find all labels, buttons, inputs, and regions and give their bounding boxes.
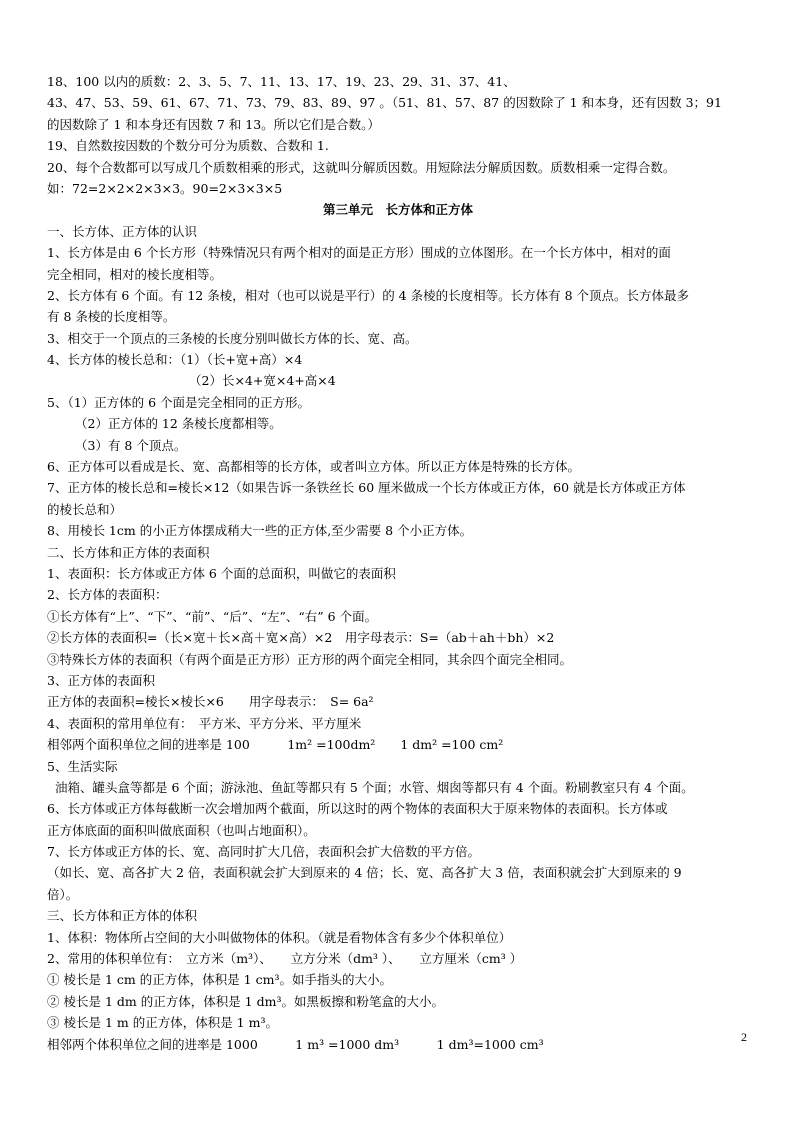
text-line: 油箱、罐头盒等都是 6 个面；游泳池、鱼缸等都只有 5 个面；水管、烟囱等都只有 4 个面。粉刷教室只有 4 个面。 (55, 779, 694, 795)
text-line: 的因数除了 1 和本身还有因数 7 和 13。所以它们是合数。） (47, 116, 380, 132)
text-line: 4、长方体的棱长总和：（1）（长+宽+高）×4 (47, 352, 303, 368)
text-line: （2）长×4+宽×4+高×4 (189, 373, 336, 389)
text-line: ③特殊长方体的表面积（有两个面是正方形）正方形的两个面完全相同，其余四个面完全相同。 (47, 651, 573, 667)
text-line: 4、表面积的常用单位有： 平方米、平方分米、平方厘米 (47, 715, 362, 731)
text-line: 6、正方体可以看成是长、宽、高都相等的长方体，或者叫立方体。所以正方体是特殊的长方体。 (47, 459, 580, 475)
text-line: 的棱长总和） (47, 501, 123, 517)
text-line: 相邻两个体积单位之间的进率是 1000 1 m³ =1000 dm³ 1 dm³=1000 cm³ (47, 1036, 544, 1052)
text-line: 1、长方体是由 6 个长方形（特殊情况只有两个相对的面是正方形）围成的立体图形。在一个长方体中，相对的面 (47, 245, 671, 261)
text-line: 二、长方体和正方体的表面积 (47, 544, 210, 560)
text-line: 2、长方体有 6 个面。有 12 条棱，相对（也可以说是平行）的 4 条棱的长度相等。长方体有 8 个顶点。长方体最多 (47, 287, 690, 303)
text-line: 7、长方体或正方体的长、宽、高同时扩大几倍，表面积会扩大倍数的平方倍。 (47, 844, 480, 860)
text-line: 有 8 条棱的长度相等。 (47, 309, 176, 325)
text-line: （2）正方体的 12 条棱长度都相等。 (75, 416, 282, 432)
text-line: （3）有 8 个顶点。 (75, 437, 187, 453)
text-line: ②长方体的表面积=（长×宽＋长×高＋宽×高）×2 用字母表示：S=（ab＋ah＋bh）×2 (47, 630, 555, 646)
text-line: ①长方体有“上”、“下”、“前”、“后”、“左”、“右” 6 个面。 (47, 608, 378, 624)
text-line: 18、100 以内的质数：2、3、5、7、11、13、17、19、23、29、31、37、41、 (47, 74, 516, 89)
text-line: 1、体积：物体所占空间的大小叫做物体的体积。（就是看物体含有多少个体积单位） (47, 929, 512, 945)
text-line: 正方体的表面积=棱长×棱长×6 用字母表示： S= 6a² (47, 694, 374, 710)
text-line: 相邻两个面积单位之间的进率是 100 1m² =100dm² 1 dm² =100 cm² (47, 737, 504, 753)
text-line: 3、相交于一个顶点的三条棱的长度分别叫做长方体的长、宽、高。 (47, 330, 418, 346)
text-line: 正方体底面的面积叫做底面积（也叫占地面积）。 (47, 822, 316, 838)
text-line: 一、长方体、正方体的认识 (47, 223, 198, 239)
text-line: 19、自然数按因数的个数分可分为质数、合数和 1. (47, 138, 329, 154)
text-line: （如长、宽、高各扩大 2 倍，表面积就会扩大到原来的 4 倍；长、宽、高各扩大 3 倍，表面积就会扩大到原来的 9 (47, 865, 682, 881)
text-line: 3、正方体的表面积 (47, 672, 155, 688)
text-line: 三、长方体和正方体的体积 (47, 908, 198, 924)
text-line: 20、每个合数都可以写成几个质数相乘的形式，这就叫分解质因数。用短除法分解质因数。质数相乘一定得合数。 (47, 159, 676, 175)
text-line: ① 棱长是 1 cm 的正方体，体积是 1 cm³。如手指头的大小。 (47, 972, 392, 988)
text-line: 43、47、53、59、61、67、71、73、79、83、89、97 。（51、81、57、87 的因数除了 1 和本身，还有因数 3；91 (47, 95, 722, 111)
text-line: 倍）。 (47, 886, 79, 902)
text-line: 完全相同，相对的棱长度相等。 (47, 266, 223, 282)
page-number: 2 (741, 1030, 747, 1044)
text-line: ③ 棱长是 1 m 的正方体，体积是 1 m³。 (47, 1015, 278, 1031)
text-line: 7、正方体的棱长总和=棱长×12（如果告诉一条铁丝长 60 厘米做成一个长方体或正方体，60 就是长方体或正方体 (47, 480, 686, 496)
section-heading: 第三单元 长方体和正方体 (322, 202, 473, 218)
text-line: 2、常用的体积单位有： 立方米（m³）、 立方分米（dm³ ）、 立方厘米（cm³ ） (47, 951, 523, 967)
text-line: 1、表面积：长方体或正方体 6 个面的总面积，叫做它的表面积 (47, 565, 396, 581)
text-line: 8、用棱长 1cm 的小正方体摆成稍大一些的正方体,至少需要 8 个小正方体。 (47, 523, 473, 539)
text-line: 6、长方体或正方体每截断一次会增加两个截面，所以这时的两个物体的表面积大于原来物体的表面积。长方体或 (47, 801, 668, 817)
document-body (47, 71, 749, 1055)
text-line: 5、（1）正方体的 6 个面是完全相同的正方形。 (47, 394, 311, 410)
text-line: 2、长方体的表面积： (47, 587, 168, 603)
text-line: ② 棱长是 1 dm 的正方体，体积是 1 dm³。如黑板擦和粉笔盒的大小。 (47, 993, 444, 1009)
text-line: 5、生活实际 (47, 758, 118, 774)
text-line: 如：72=2×2×2×3×3。90=2×3×3×5 (47, 180, 283, 196)
